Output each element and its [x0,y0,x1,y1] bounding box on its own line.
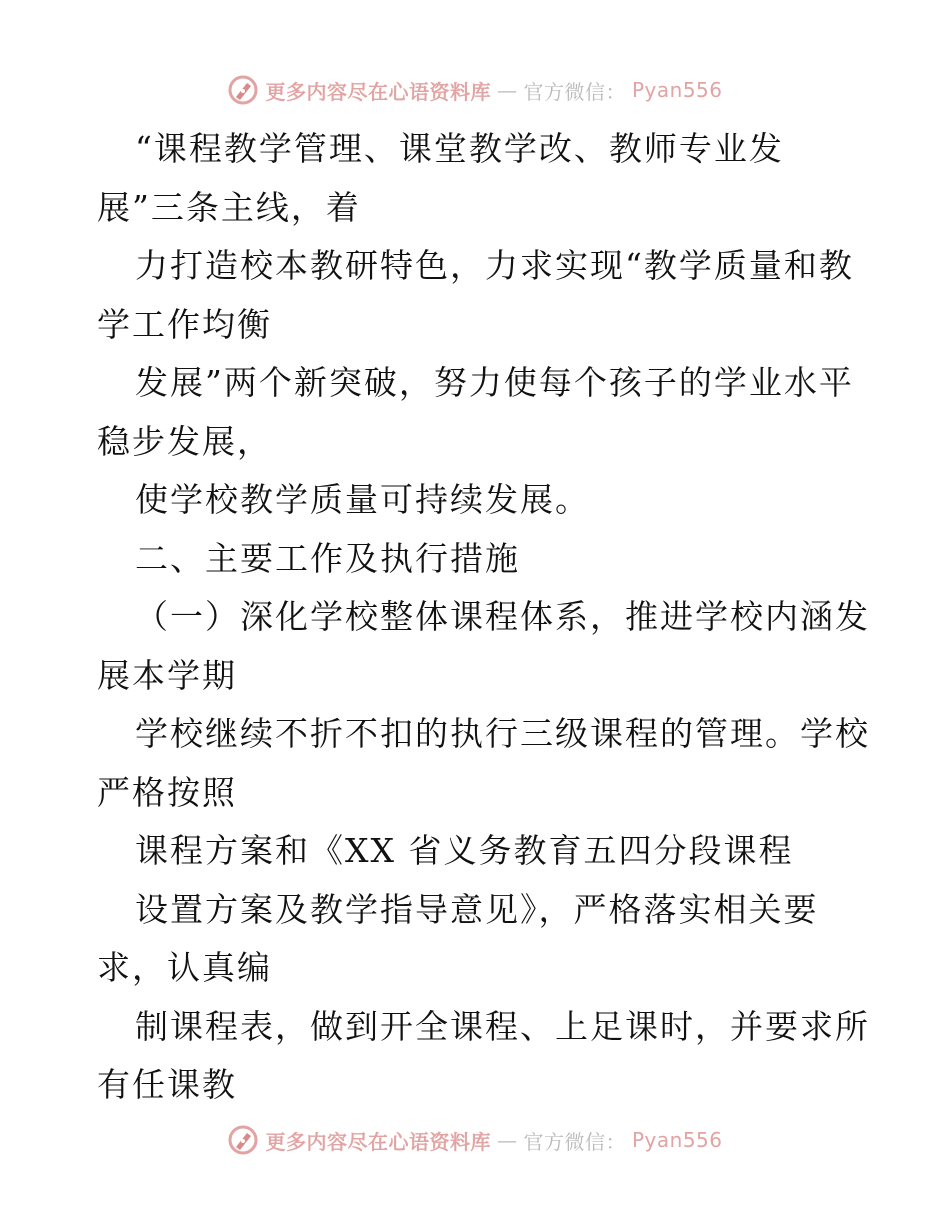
body-line: “课程教学管理、课堂教学改、教师专业发 [135,129,784,168]
watermark-dash: — [496,1128,518,1152]
body-line: 设置方案及教学指导意见》，严格落实相关要 [135,889,819,929]
body-line: 有任课教 [97,1065,237,1104]
header-watermark [0,70,950,110]
body-line: 求，认真编 [97,948,272,987]
watermark-wechat-id: Pyan556 [631,78,723,102]
body-line: 学工作均衡 [97,304,272,344]
body-line: 制课程表，做到开全课程、上足课时，并要求所 [135,1006,870,1046]
body-line: 严格按照 [97,772,237,812]
watermark-brand: 更多内容尽在心语资料库 [265,1129,491,1154]
footer-watermark [0,1120,950,1160]
body-line: 展”三条主线，着 [97,187,361,227]
watermark-wechat-label: 官方微信： [523,1129,626,1154]
document-body [97,120,877,1115]
body-line: 发展”两个新突破，努力使每个孩子的学业水平 [135,363,854,402]
body-line: 稳步发展， [97,421,272,461]
watermark-dash: — [496,78,518,102]
body-line: 展本学期 [97,655,237,695]
body-line: 学校继续不折不扣的执行三级课程的管理。学校 [135,714,870,753]
watermark-wechat-label: 官方微信： [523,79,626,104]
body-line: 使学校教学质量可持续发展。 [135,480,590,519]
body-line: 力打造校本教研特色，力求实现“教学质量和教 [135,246,854,285]
pen-nib-seal-icon [227,1124,259,1156]
body-line: 课程方案和《XX 省义务教育五四分段课程 [135,831,794,870]
subsection-heading: （一）深化学校整体课程体系，推进学校内涵发 [135,597,870,636]
pen-nib-seal-icon [227,74,259,106]
section-heading: 二、主要工作及执行措施 [135,538,520,578]
watermark-wechat-id: Pyan556 [631,1128,723,1152]
watermark-brand: 更多内容尽在心语资料库 [265,79,491,104]
